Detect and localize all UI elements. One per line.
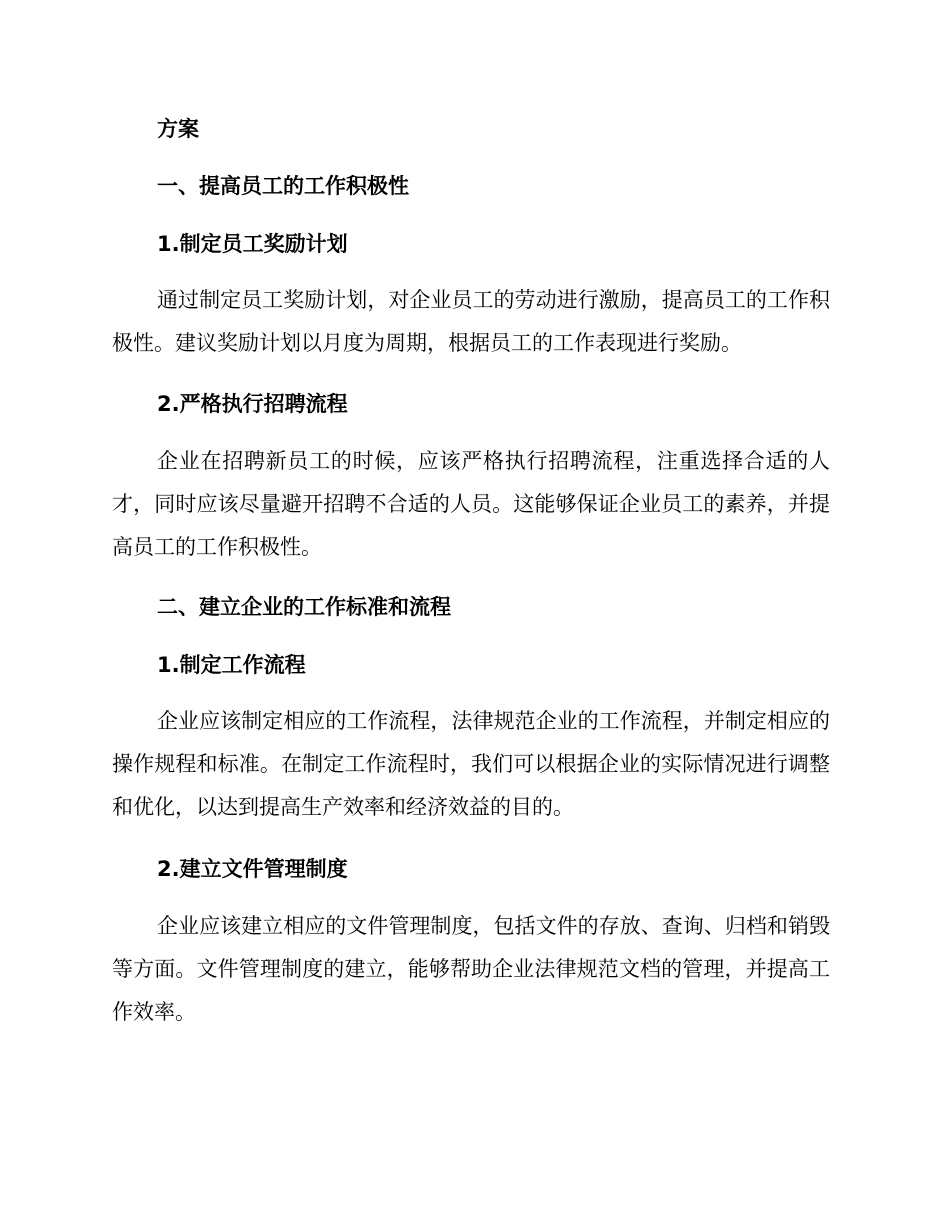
section-1-2-paragraph: 企业在招聘新员工的时候，应该严格执行招聘流程，注重选择合适的人才，同时应该尽量避开招聘不合适的人员。这能够保证企业员工的素养，并提高员工的工作积极性。 <box>112 449 830 559</box>
section-2-2-paragraph: 企业应该建立相应的文件管理制度，包括文件的存放、查询、归档和销毁等方面。文件管理制度的建立，能够帮助企业法律规范文档的管理，并提高工作效率。 <box>112 914 830 1024</box>
section-1-1-paragraph: 通过制定员工奖励计划，对企业员工的劳动进行激励，提高员工的工作积极性。建议奖励计划以月度为周期，根据员工的工作表现进行奖励。 <box>112 288 830 355</box>
section-1-1-heading: 1.制定员工奖励计划 <box>157 232 348 256</box>
section-2-2-heading: 2.建立文件管理制度 <box>157 857 348 881</box>
section-2-1-paragraph: 企业应该制定相应的工作流程，法律规范企业的工作流程，并制定相应的操作规程和标准。在制定工作流程时，我们可以根据企业的实际情况进行调整和优化，以达到提高生产效率和经济效益的目的。 <box>112 709 830 819</box>
section-2-1-heading: 1.制定工作流程 <box>157 653 306 677</box>
section-1-2-heading: 2.严格执行招聘流程 <box>157 392 348 416</box>
section-2-heading: 二、建立企业的工作标准和流程 <box>157 595 451 619</box>
document-title: 方案 <box>157 117 199 141</box>
section-1-heading: 一、提高员工的工作积极性 <box>157 174 409 198</box>
